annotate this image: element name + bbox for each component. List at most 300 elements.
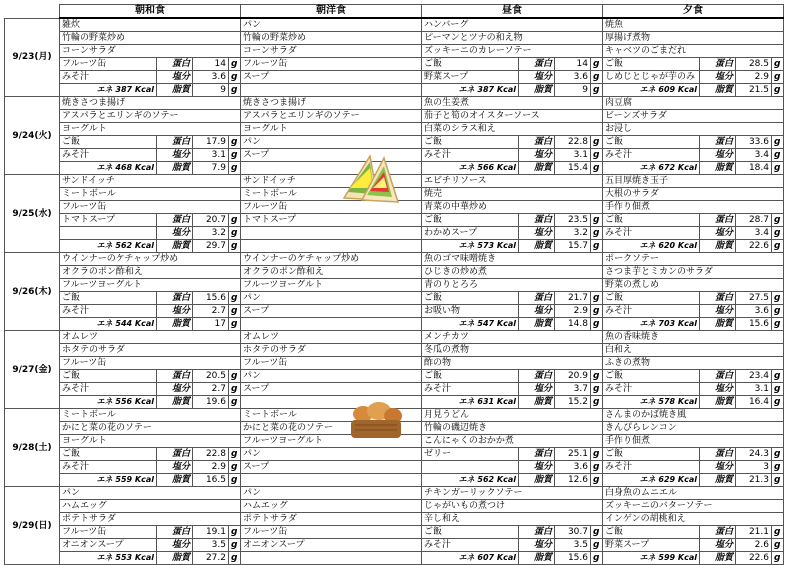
dish-cell [241, 552, 422, 565]
dish-cell: こんにゃくのおかか煮 [422, 435, 603, 448]
menu-row [5, 45, 784, 58]
salt-value: 2.7 [193, 383, 229, 396]
dish-cell: ハムエッグ [60, 500, 241, 513]
kcal-cell [60, 552, 157, 565]
unit-g: g [591, 214, 603, 227]
unit-g: g [591, 227, 603, 240]
menu-row [5, 500, 784, 513]
kcal-label: エネ [639, 85, 656, 94]
menu-row [5, 292, 784, 305]
dish-cell: みそ汁 [603, 383, 700, 396]
protein-label: 蛋白 [700, 448, 736, 461]
fat-value: 16.5 [193, 474, 229, 487]
menu-row [5, 331, 784, 344]
unit-g: g [591, 71, 603, 84]
protein-value: 20.7 [193, 214, 229, 227]
dish-cell: フルーツヨーグルト [241, 435, 422, 448]
kcal-cell [422, 474, 519, 487]
kcal-value: 578 [658, 397, 676, 406]
dish-cell: みそ汁 [603, 305, 700, 318]
unit-g: g [229, 58, 241, 71]
unit-g: g [229, 318, 241, 331]
unit-g: g [229, 461, 241, 474]
salt-label: 塩分 [157, 461, 193, 474]
dish-cell: オニオンスープ [241, 539, 422, 552]
protein-label: 蛋白 [700, 370, 736, 383]
menu-row [5, 123, 784, 136]
protein-value: 28.5 [736, 58, 772, 71]
unit-g: g [229, 383, 241, 396]
salt-value: 2.9 [555, 305, 591, 318]
salt-value: 3 [736, 461, 772, 474]
header-dinner: 夕食 [603, 5, 784, 19]
kcal-cell [603, 318, 700, 331]
protein-value: 14 [555, 58, 591, 71]
kcal-value: 672 [658, 163, 676, 172]
unit-g: g [772, 58, 784, 71]
salt-label: 塩分 [519, 71, 555, 84]
protein-label: 蛋白 [519, 448, 555, 461]
dish-cell: みそ汁 [60, 71, 157, 84]
dish-cell: ご飯 [422, 370, 519, 383]
dish-cell: オクラのポン酢和え [60, 266, 241, 279]
protein-label: 蛋白 [157, 58, 193, 71]
dish-cell: 茄子と筍のオイスターソース [422, 110, 603, 123]
protein-value: 21.1 [736, 526, 772, 539]
dish-cell [241, 318, 422, 331]
dish-cell: パン [60, 487, 241, 500]
unit-g: g [772, 370, 784, 383]
dish-cell: 厚揚げ煮物 [603, 32, 784, 45]
day-cell: 9/28(土) [5, 409, 60, 487]
kcal-unit: Kcal [134, 553, 154, 562]
unit-g: g [591, 383, 603, 396]
unit-g: g [591, 474, 603, 487]
menu-row [5, 474, 784, 487]
day-cell: 9/27(金) [5, 331, 60, 409]
unit-g: g [772, 448, 784, 461]
menu-row [5, 513, 784, 526]
protein-value: 19.1 [193, 526, 229, 539]
salt-value: 3.6 [555, 461, 591, 474]
kcal-cell [422, 396, 519, 409]
unit-g: g [772, 474, 784, 487]
unit-g: g [229, 305, 241, 318]
unit-g: g [772, 461, 784, 474]
fat-value: 21.5 [736, 84, 772, 97]
kcal-unit: Kcal [134, 163, 154, 172]
kcal-unit: Kcal [677, 475, 697, 484]
day-cell: 9/23(月) [5, 18, 60, 97]
protein-label: 蛋白 [157, 448, 193, 461]
dish-cell: ご飯 [603, 214, 700, 227]
dish-cell: インゲンの胡桃和え [603, 513, 784, 526]
kcal-value: 631 [477, 397, 495, 406]
dish-cell: フルーツ缶 [241, 201, 422, 214]
fat-value: 14.8 [555, 318, 591, 331]
kcal-unit: Kcal [134, 85, 154, 94]
unit-g: g [591, 58, 603, 71]
salt-value: 3.4 [736, 227, 772, 240]
salt-label: 塩分 [700, 461, 736, 474]
fat-value: 19.6 [193, 396, 229, 409]
dish-cell: パン [241, 18, 422, 32]
unit-g: g [229, 136, 241, 149]
unit-g: g [772, 318, 784, 331]
kcal-cell [422, 162, 519, 175]
kcal-label: エネ [96, 553, 113, 562]
dish-cell: ヨーグルト [241, 123, 422, 136]
dish-cell: オムレツ [60, 331, 241, 344]
menu-row [5, 383, 784, 396]
kcal-unit: Kcal [677, 163, 697, 172]
menu-row [5, 240, 784, 253]
unit-g: g [772, 539, 784, 552]
dish-cell: フルーツ缶 [60, 526, 157, 539]
fat-value: 15.6 [736, 318, 772, 331]
dish-cell: みそ汁 [422, 539, 519, 552]
salt-value: 3.2 [193, 227, 229, 240]
fat-value: 15.4 [555, 162, 591, 175]
salt-value: 3.5 [193, 539, 229, 552]
dish-cell: フルーツ缶 [60, 357, 241, 370]
salt-label: 塩分 [700, 383, 736, 396]
dish-cell: メンチカツ [422, 331, 603, 344]
protein-value: 20.5 [193, 370, 229, 383]
salt-label: 塩分 [700, 227, 736, 240]
dish-cell: ズッキーニのバターソテー [603, 500, 784, 513]
fat-label: 脂質 [519, 396, 555, 409]
menu-row [5, 136, 784, 149]
protein-label: 蛋白 [700, 214, 736, 227]
menu-row [5, 58, 784, 71]
unit-g: g [591, 461, 603, 474]
dish-cell: みそ汁 [603, 461, 700, 474]
kcal-cell [60, 162, 157, 175]
unit-g: g [772, 149, 784, 162]
salt-label: 塩分 [157, 227, 193, 240]
fat-label: 脂質 [519, 84, 555, 97]
kcal-unit: Kcal [677, 85, 697, 94]
dish-cell: 竹輪の野菜炒め [241, 32, 422, 45]
salt-value: 3.6 [736, 305, 772, 318]
dish-cell: 野菜スープ [603, 539, 700, 552]
fat-label: 脂質 [700, 552, 736, 565]
dish-cell: ご飯 [603, 58, 700, 71]
salt-value: 2.9 [193, 461, 229, 474]
dish-cell: ハムエッグ [241, 500, 422, 513]
kcal-unit: Kcal [496, 241, 516, 250]
dish-cell: パン [241, 136, 422, 149]
dish-cell: ご飯 [422, 292, 519, 305]
unit-g: g [591, 292, 603, 305]
dish-cell: ご飯 [603, 370, 700, 383]
salt-value: 3.1 [736, 383, 772, 396]
protein-value: 23.4 [736, 370, 772, 383]
kcal-label: エネ [96, 475, 113, 484]
kcal-value: 562 [115, 241, 133, 250]
menu-row [5, 110, 784, 123]
kcal-unit: Kcal [496, 85, 516, 94]
dish-cell: きんぴらレンコン [603, 422, 784, 435]
protein-value: 33.6 [736, 136, 772, 149]
dish-cell: みそ汁 [60, 383, 157, 396]
dish-cell: ご飯 [60, 448, 157, 461]
kcal-cell [603, 84, 700, 97]
protein-label: 蛋白 [157, 214, 193, 227]
dish-cell: オクラのポン酢和え [241, 266, 422, 279]
fat-label: 脂質 [700, 240, 736, 253]
dish-cell: ポークソテー [603, 253, 784, 266]
kcal-value: 599 [658, 553, 676, 562]
unit-g: g [772, 292, 784, 305]
kcal-label: エネ [639, 397, 656, 406]
salt-value: 3.4 [736, 149, 772, 162]
dish-cell: ご飯 [603, 448, 700, 461]
kcal-value: 620 [658, 241, 676, 250]
protein-value: 22.8 [193, 448, 229, 461]
menu-row [5, 266, 784, 279]
kcal-value: 544 [115, 319, 133, 328]
kcal-unit: Kcal [134, 475, 154, 484]
salt-label: 塩分 [157, 305, 193, 318]
kcal-value: 562 [477, 475, 495, 484]
dish-cell: エビチリソース [422, 175, 603, 188]
unit-g: g [229, 526, 241, 539]
unit-g: g [591, 305, 603, 318]
fat-label: 脂質 [157, 318, 193, 331]
unit-g: g [229, 71, 241, 84]
kcal-label: エネ [458, 163, 475, 172]
dish-cell: ふきの煮物 [603, 357, 784, 370]
fat-value: 15.2 [555, 396, 591, 409]
kcal-value: 566 [477, 163, 495, 172]
kcal-label: エネ [639, 319, 656, 328]
dish-cell: スープ [241, 149, 422, 162]
unit-g: g [591, 84, 603, 97]
kcal-label: エネ [96, 163, 113, 172]
kcal-unit: Kcal [134, 397, 154, 406]
dish-cell: キャベツのごまだれ [603, 45, 784, 58]
fat-value: 15.6 [555, 552, 591, 565]
dish-cell: チキンガーリックソテー [422, 487, 603, 500]
dish-cell: オニオンスープ [60, 539, 157, 552]
dish-cell: スープ [241, 383, 422, 396]
dish-cell: ご飯 [422, 526, 519, 539]
protein-label: 蛋白 [700, 526, 736, 539]
dish-cell: 青のりとろろ [422, 279, 603, 292]
dish-cell: スープ [241, 461, 422, 474]
header-lunch: 昼食 [422, 5, 603, 19]
unit-g: g [591, 396, 603, 409]
kcal-cell [603, 474, 700, 487]
unit-g: g [591, 539, 603, 552]
dish-cell: 手作り佃煮 [603, 435, 784, 448]
kcal-value: 387 [115, 85, 133, 94]
fat-label: 脂質 [519, 318, 555, 331]
kcal-cell [60, 240, 157, 253]
dish-cell: 辛し和え [422, 513, 603, 526]
kcal-cell [603, 552, 700, 565]
dish-cell: パン [241, 448, 422, 461]
dish-cell: コーンサラダ [241, 45, 422, 58]
kcal-label: エネ [96, 319, 113, 328]
kcal-value: 629 [658, 475, 676, 484]
fat-label: 脂質 [519, 552, 555, 565]
dish-cell: フルーツ缶 [241, 357, 422, 370]
dish-cell: ミートボール [241, 188, 422, 201]
dish-cell: コーンサラダ [60, 45, 241, 58]
dish-cell: サンドイッチ [241, 175, 422, 188]
fat-value: 21.3 [736, 474, 772, 487]
dish-cell: スープ [241, 305, 422, 318]
dish-cell: かにと菜の花のソテー [241, 422, 422, 435]
dish-cell: フルーツ缶 [241, 58, 422, 71]
unit-g: g [229, 552, 241, 565]
dish-cell: ハンバーグ [422, 18, 603, 32]
dish-cell: 焼売 [422, 188, 603, 201]
dish-cell: ご飯 [603, 292, 700, 305]
dish-cell: わかめスープ [422, 227, 519, 240]
fat-value: 15.7 [555, 240, 591, 253]
unit-g: g [591, 162, 603, 175]
menu-row [5, 487, 784, 500]
dish-cell [60, 227, 157, 240]
unit-g: g [772, 136, 784, 149]
menu-row [5, 18, 784, 32]
kcal-value: 703 [658, 319, 676, 328]
dish-cell: ピーマンとツナの和え物 [422, 32, 603, 45]
dish-cell: 五目厚焼き玉子 [603, 175, 784, 188]
menu-row [5, 357, 784, 370]
dish-cell: ご飯 [422, 136, 519, 149]
dish-cell: みそ汁 [603, 227, 700, 240]
unit-g: g [591, 240, 603, 253]
dish-cell: ご飯 [603, 526, 700, 539]
unit-g: g [772, 162, 784, 175]
unit-g: g [772, 227, 784, 240]
menu-row [5, 461, 784, 474]
dish-cell: 白菜のシラス和え [422, 123, 603, 136]
dish-cell: ホタテのサラダ [60, 344, 241, 357]
fat-label: 脂質 [157, 240, 193, 253]
dish-cell: フルーツヨーグルト [241, 279, 422, 292]
kcal-unit: Kcal [496, 475, 516, 484]
protein-label: 蛋白 [157, 292, 193, 305]
salt-value: 3.5 [555, 539, 591, 552]
dish-cell: 青菜の中華炒め [422, 201, 603, 214]
fat-value: 17 [193, 318, 229, 331]
unit-g: g [591, 448, 603, 461]
salt-label: 塩分 [700, 71, 736, 84]
dish-cell [241, 227, 422, 240]
protein-label: 蛋白 [700, 58, 736, 71]
kcal-value: 556 [115, 397, 133, 406]
kcal-label: エネ [458, 397, 475, 406]
dish-cell: 白身魚のムニエル [603, 487, 784, 500]
protein-label: 蛋白 [700, 136, 736, 149]
unit-g: g [229, 292, 241, 305]
dish-cell: ヨーグルト [60, 123, 241, 136]
salt-value: 3.2 [555, 227, 591, 240]
protein-value: 15.6 [193, 292, 229, 305]
fat-value: 27.2 [193, 552, 229, 565]
unit-g: g [229, 214, 241, 227]
dish-cell [422, 461, 519, 474]
unit-g: g [772, 305, 784, 318]
dish-cell: 野菜の煮しめ [603, 279, 784, 292]
unit-g: g [229, 162, 241, 175]
protein-value: 20.9 [555, 370, 591, 383]
unit-g: g [591, 552, 603, 565]
day-cell: 9/24(火) [5, 97, 60, 175]
dish-cell: お浸し [603, 123, 784, 136]
dish-cell: お吸い物 [422, 305, 519, 318]
dish-cell: さんまのかば焼き風 [603, 409, 784, 422]
unit-g: g [591, 526, 603, 539]
menu-row [5, 552, 784, 565]
kcal-unit: Kcal [677, 319, 697, 328]
salt-label: 塩分 [519, 383, 555, 396]
menu-row [5, 71, 784, 84]
protein-value: 30.7 [555, 526, 591, 539]
fat-label: 脂質 [157, 474, 193, 487]
kcal-value: 573 [477, 241, 495, 250]
kcal-value: 547 [477, 319, 495, 328]
fat-label: 脂質 [700, 318, 736, 331]
dish-cell: 月見うどん [422, 409, 603, 422]
menu-row [5, 448, 784, 461]
dish-cell: 竹輪の野菜炒め [60, 32, 241, 45]
kcal-cell [422, 84, 519, 97]
protein-label: 蛋白 [519, 58, 555, 71]
dish-cell: ご飯 [422, 58, 519, 71]
menu-row [5, 214, 784, 227]
protein-value: 24.3 [736, 448, 772, 461]
header-row [5, 5, 784, 19]
kcal-value: 553 [115, 553, 133, 562]
fat-value: 29.7 [193, 240, 229, 253]
dish-cell: ポテトサラダ [60, 513, 241, 526]
menu-row [5, 32, 784, 45]
salt-label: 塩分 [157, 149, 193, 162]
kcal-label: エネ [96, 85, 113, 94]
dish-cell: じゃがいもの煮つけ [422, 500, 603, 513]
day-cell: 9/26(木) [5, 253, 60, 331]
unit-g: g [772, 214, 784, 227]
kcal-cell [60, 318, 157, 331]
dish-cell: サンドイッチ [60, 175, 241, 188]
kcal-unit: Kcal [496, 319, 516, 328]
kcal-unit: Kcal [677, 241, 697, 250]
menu-row [5, 305, 784, 318]
salt-value: 2.6 [736, 539, 772, 552]
protein-value: 27.5 [736, 292, 772, 305]
kcal-label: エネ [639, 553, 656, 562]
dish-cell: みそ汁 [60, 461, 157, 474]
unit-g: g [591, 370, 603, 383]
unit-g: g [229, 370, 241, 383]
kcal-cell [603, 240, 700, 253]
protein-label: 蛋白 [157, 370, 193, 383]
bread-basket-illustration [345, 400, 407, 442]
kcal-unit: Kcal [496, 163, 516, 172]
fat-label: 脂質 [700, 396, 736, 409]
dish-cell: パン [241, 487, 422, 500]
salt-label: 塩分 [157, 383, 193, 396]
protein-label: 蛋白 [700, 292, 736, 305]
dish-cell: パン [241, 370, 422, 383]
